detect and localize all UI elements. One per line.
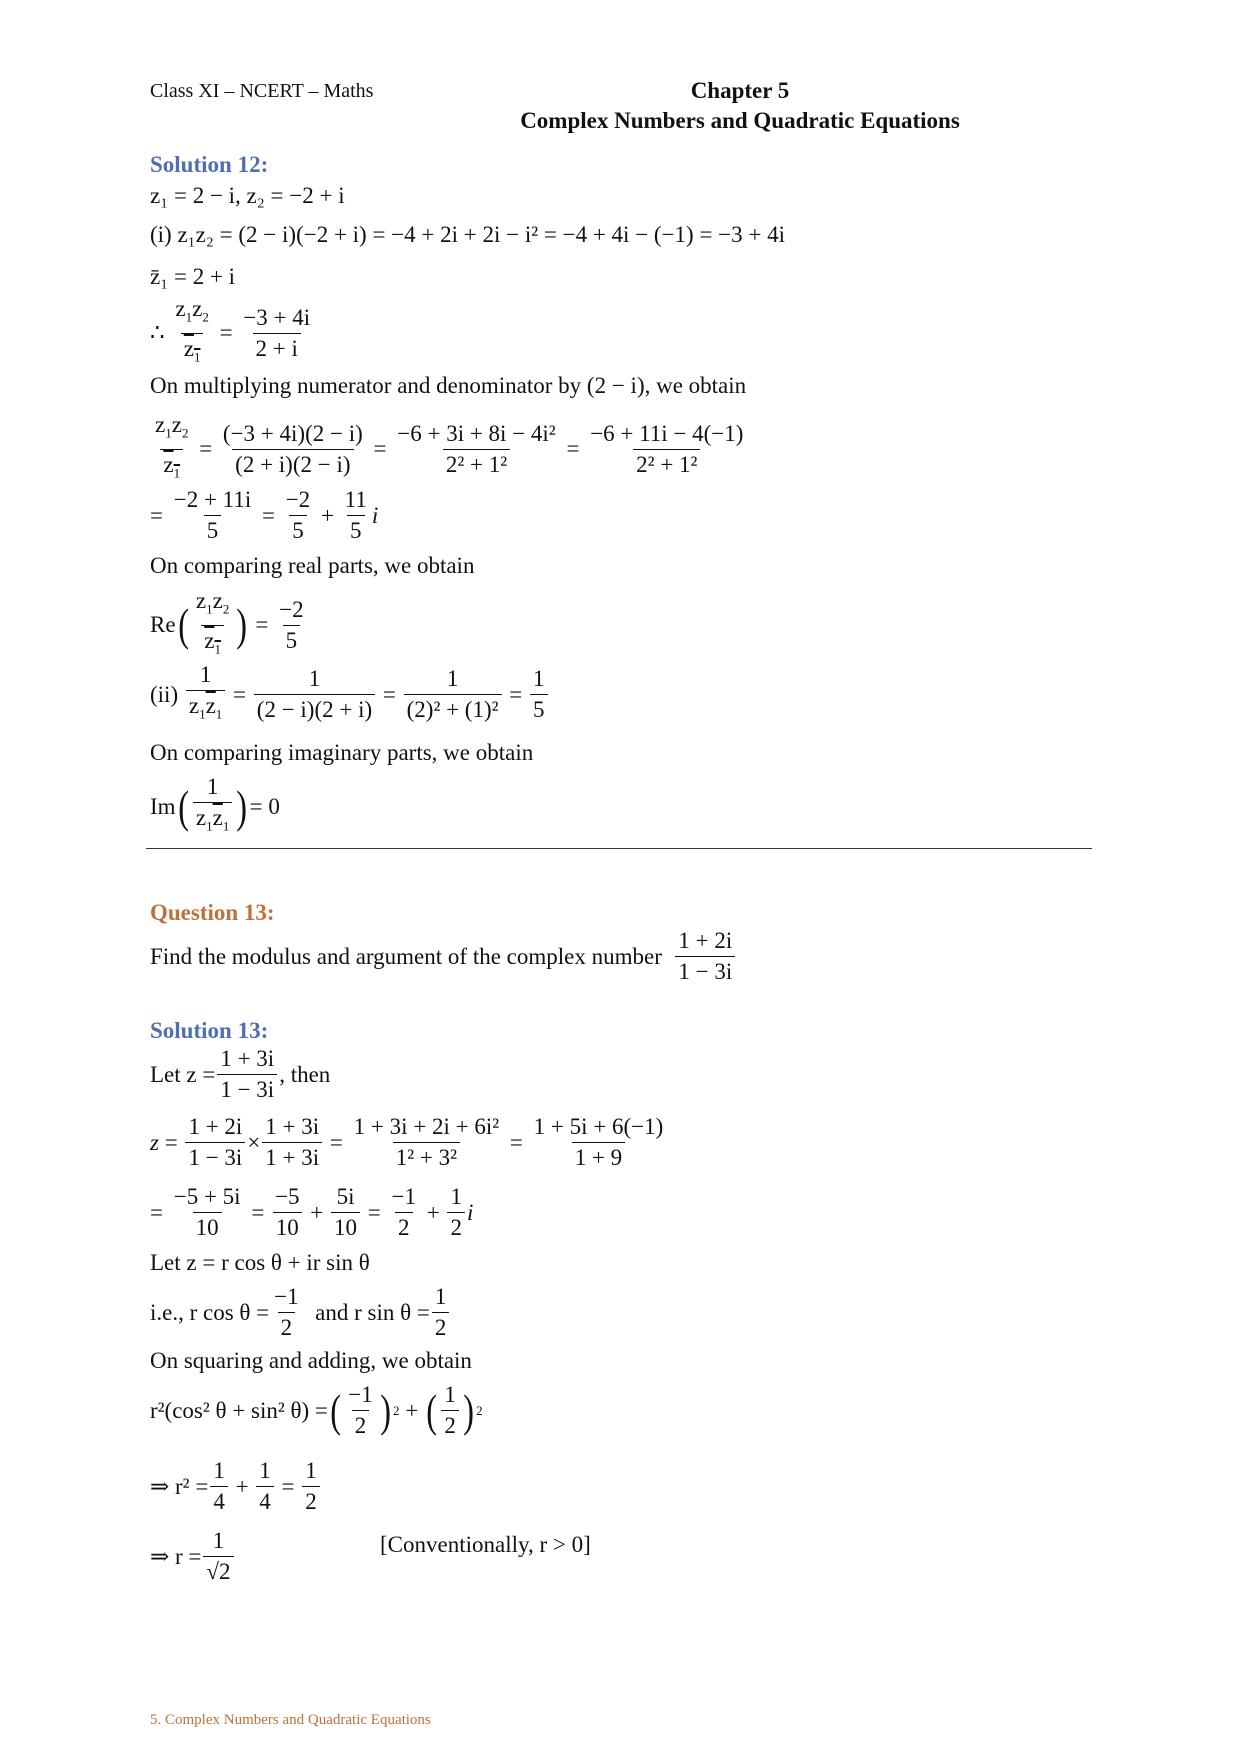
question-13-text-line: [150, 926, 737, 987]
solution-12-part-i-product: (i) z₁z₂ = (2 − i)(−2 + i) = −4 + 2i + 2i − i² = −4 + 4i − (−1) = −3 + 4i: [150, 222, 786, 247]
im-numerator: 1: [206, 774, 219, 799]
r2-label: ⇒ r² =: [150, 1473, 209, 1499]
chapter-label: Chapter 5: [690, 78, 790, 103]
sq-b-numerator: 1: [444, 1382, 456, 1407]
header-class-label: Class XI – NCERT – Maths: [150, 80, 374, 102]
s2b-denominator: 10: [273, 1212, 302, 1243]
s2e-denominator: 2: [447, 1212, 465, 1243]
solution-13-step-line-1: z = $\frac{1 + 2i}{1 - 3i}$ × $\frac{1 + 3i}{1 + 3i}$ = $\frac{\text{1 + 3i + 2i + 6i²}}{\text{1² + 3²}}$ = $\frac{1 + 5i + 6(-1)}{1 + 9}$: [150, 1112, 668, 1173]
solution-12-z-values: z₁ = 2 − i, z₂ = −2 + i: [150, 183, 345, 208]
s1d-denominator: 1 + 9: [572, 1142, 625, 1173]
r2-a-denominator: 4: [210, 1486, 228, 1517]
s2c-numerator: 5i: [336, 1184, 355, 1209]
question-13-heading: Question 13:: [150, 900, 275, 925]
s1a-denominator: 1 − 3i: [185, 1142, 245, 1173]
s1d-numerator: 1 + 5i + 6(−1): [533, 1114, 664, 1139]
ie-a-denominator: 2: [278, 1312, 296, 1343]
solution-12-conjugate: z̄₁ = 2 + i: [150, 264, 236, 289]
solution-13-r-eq: [150, 1526, 236, 1587]
sq-a-denominator: 2: [352, 1410, 370, 1441]
solution-12-therefore-eq: ∴ $\frac{z_1z_2}{z_1}$ = $\frac{-3 + 4i}{2 + i}$: [150, 294, 315, 372]
therefore-numerator: −3 + 4i: [243, 304, 311, 330]
question-13-text: Find the modulus and argument of the complex number: [150, 943, 662, 969]
let-numerator: 1 + 3i: [220, 1046, 275, 1071]
ii-b-denominator: (2 − i)(2 + i): [254, 694, 375, 725]
step2-numerator: −6 + 3i + 8i − 4i²: [397, 420, 556, 446]
step4-denominator: 5: [204, 515, 222, 546]
question-13-numerator: 1 + 2i: [678, 928, 733, 953]
solution-12-imag-part-eq: Im ( $\frac{1}{z_1\overline{z}_1}$ ) = 0: [150, 772, 280, 842]
ii-a-numerator: 1: [199, 662, 212, 687]
solution-12-step-line-1: $\frac{z_1z_2}{z_1}$ = $\frac{(-3 + 4i)(2 - i)}{(2 + i)(2 - i)}$ = $\frac{\text{−6 + 3i + 8i − 4i²}}{\text{2² + 1²}}$ = $\frac{-6 + 11i - 4(-1)}{\text{2² + 1²}}$: [150, 410, 748, 488]
solution-13-heading: Solution 13:: [150, 1018, 269, 1043]
r-label: ⇒ r =: [150, 1543, 202, 1569]
sq-b-denominator: 2: [441, 1410, 459, 1441]
step2-denominator: 2² + 1²: [443, 449, 510, 480]
step3-denominator: 2² + 1²: [633, 449, 700, 480]
solution-12-step-line-2: = $\frac{-2 + 11i}{5}$ = $\frac{-2}{5}$ + $\frac{11}{5}$ i: [150, 485, 378, 546]
page-footer: 5. Complex Numbers and Quadratic Equations: [150, 1712, 431, 1728]
step5b-numerator: 11: [344, 487, 367, 512]
solution-13-step-line-2: = $\frac{-5 + 5i}{10}$ = $\frac{-5}{10}$ + $\frac{5i}{10}$ = $\frac{-1}{2}$ + $\frac{1}{2}$ i: [150, 1182, 473, 1243]
sq-a-numerator: −1: [348, 1382, 373, 1407]
s1b-numerator: 1 + 3i: [265, 1114, 320, 1139]
squaring-lhs: r²(cos² θ + sin² θ) =: [150, 1397, 328, 1423]
im-result: = 0: [249, 793, 280, 819]
ii-d-numerator: 1: [533, 666, 545, 692]
solution-12-real-part-eq: Re ( $\frac{z_1z_2}{z_1}$ ) = $\frac{-2}{5}$: [150, 586, 309, 664]
step5a-numerator: −2: [285, 487, 311, 512]
step4-numerator: −2 + 11i: [173, 487, 252, 512]
solution-12-heading: Solution 12:: [150, 152, 269, 177]
r-numerator: 1: [212, 1528, 225, 1553]
s2a-numerator: −5 + 5i: [173, 1184, 241, 1209]
section-divider: [146, 848, 1092, 849]
let-then: , then: [279, 1061, 331, 1087]
question-13-denominator: 1 − 3i: [675, 956, 735, 987]
r2-c-numerator: 1: [305, 1458, 317, 1483]
solution-12-real-parts-text: On comparing real parts, we obtain: [150, 553, 475, 578]
s2d-denominator: 2: [395, 1212, 413, 1243]
solution-13-polar-form: Let z = r cos θ + ir sin θ: [150, 1250, 370, 1275]
r2-b-denominator: 4: [256, 1486, 274, 1517]
r2-c-denominator: 2: [302, 1486, 320, 1517]
step3-numerator: −6 + 11i − 4(−1): [590, 420, 744, 446]
re-numerator: −2: [279, 596, 304, 622]
s2c-denominator: 10: [331, 1212, 360, 1243]
r2-a-numerator: 1: [213, 1458, 225, 1483]
solution-13-squaring-text: On squaring and adding, we obtain: [150, 1348, 472, 1373]
ii-b-numerator: 1: [308, 666, 321, 692]
ie-b-numerator: 1: [434, 1284, 447, 1309]
s1a-numerator: 1 + 2i: [188, 1114, 243, 1139]
let-denominator: 1 − 3i: [217, 1074, 277, 1105]
step5a-denominator: 5: [289, 515, 307, 546]
solution-13-squaring-eq: r²(cos² θ + sin² θ) = ( $\frac{-1}{2}$ ) 2 + ( $\frac{1}{2}$ ) 2: [150, 1380, 483, 1441]
ii-c-denominator: (2)² + (1)²: [404, 694, 502, 725]
solution-13-let-line: [150, 1044, 330, 1105]
r2-b-numerator: 1: [259, 1458, 271, 1483]
im-label: Im: [150, 793, 176, 819]
ii-d-denominator: 5: [530, 694, 548, 725]
therefore-denominator: 2 + i: [253, 333, 301, 364]
s1b-denominator: 1 + 3i: [262, 1142, 322, 1173]
solution-13-conventional-note: [Conventionally, r > 0]: [380, 1532, 591, 1557]
solution-12-imag-parts-text: On comparing imaginary parts, we obtain: [150, 740, 534, 765]
s2e-numerator: 1: [450, 1184, 462, 1209]
ii-c-numerator: 1: [446, 666, 459, 692]
step5b-denominator: 5: [347, 515, 365, 546]
s2a-denominator: 10: [193, 1212, 222, 1243]
s2b-numerator: −5: [275, 1184, 300, 1209]
s1c-numerator: 1 + 3i + 2i + 6i²: [353, 1114, 500, 1139]
step1-numerator: (−3 + 4i)(2 − i): [222, 420, 363, 446]
re-label: Re: [150, 612, 176, 638]
chapter-title: Complex Numbers and Quadratic Equations: [520, 108, 960, 133]
solution-12-multiply-text: On multiplying numerator and denominator by (2 − i), we obtain: [150, 373, 747, 398]
solution-13-r-squared-eq: ⇒ r² = $\frac{1}{4}$ + $\frac{1}{4}$ = $\frac{1}{2}$: [150, 1456, 322, 1517]
header-title-block: [400, 76, 1080, 136]
r-denominator: √2: [203, 1556, 233, 1587]
re-denominator: 5: [283, 625, 301, 656]
ie-b-denominator: 2: [432, 1312, 450, 1343]
ie-and: and r sin θ =: [315, 1299, 430, 1325]
step1-denominator: (2 + i)(2 − i): [232, 449, 353, 480]
ie-label: i.e., r cos θ =: [150, 1299, 270, 1325]
let-label: Let z =: [150, 1061, 216, 1087]
solution-13-ie-line: [150, 1282, 451, 1343]
solution-12-part-ii-eq: (ii) $\frac{1}{z_1\overline{z}_1}$ = $\frac{1}{(2 - i)(2 + i)}$ = $\frac{1}{\text{(2)² + (1)²}}$ = $\frac{1}{5}$: [150, 660, 550, 730]
ie-a-numerator: −1: [274, 1284, 299, 1309]
s2d-numerator: −1: [391, 1184, 416, 1209]
part-ii-label: (ii): [150, 681, 179, 707]
s1c-denominator: 1² + 3²: [393, 1142, 460, 1173]
